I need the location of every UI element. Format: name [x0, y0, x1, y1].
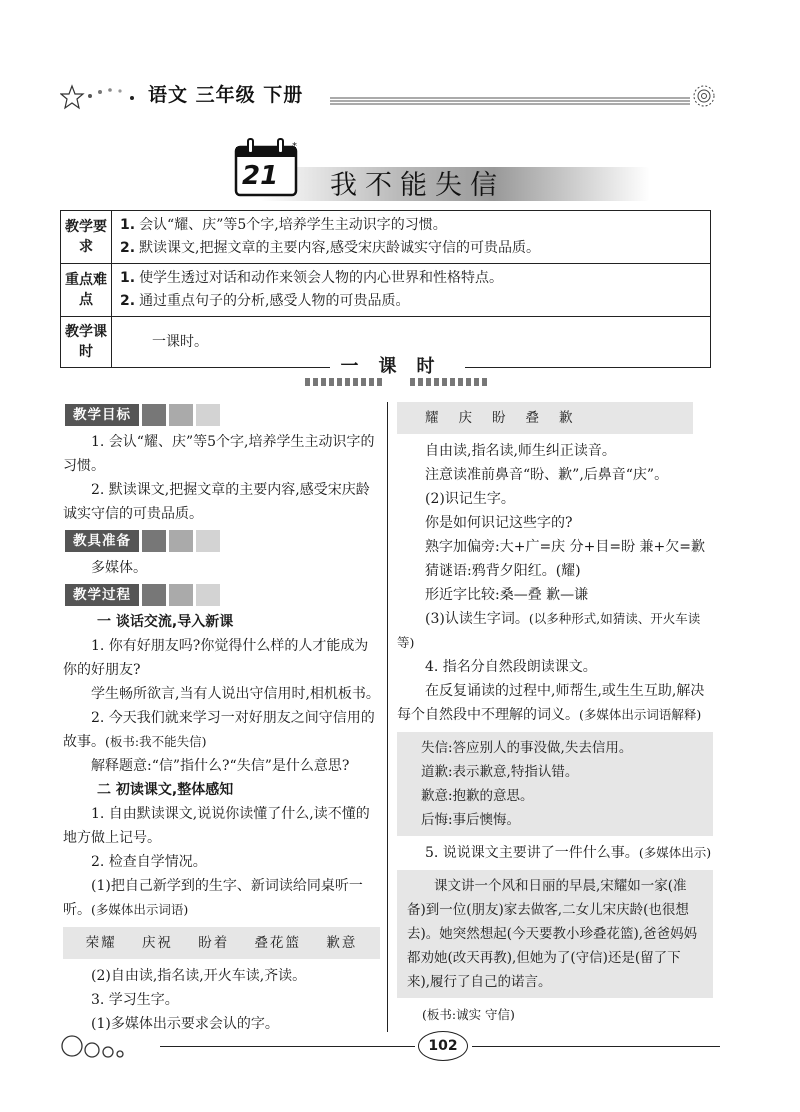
- spiral-icon: [692, 84, 716, 108]
- paragraph: 5. 说说课文主要讲了一件什么事。(多媒体出示): [425, 845, 712, 861]
- paragraph: 形近字比较:桑—叠 歉—谦: [425, 587, 589, 603]
- row-value: 1. 使学生透过对话和动作来领会人物的内心世界和性格特点。 2. 通过重点句子的分析,感受人物的可贵品质。: [112, 264, 711, 317]
- paragraph: 猜谜语:鸦背夕阳红。(耀): [425, 563, 581, 579]
- page-header: [60, 78, 720, 118]
- goal: 2. 默读课文,把握文章的主要内容,感受宋庆龄诚实守信的可贵品质。: [63, 482, 370, 522]
- paragraph: 2. 今天我们就来学习一对好朋友之间守信用的故事。(板书:我不能失信): [63, 710, 375, 750]
- circles-decoration-icon: [60, 1032, 150, 1062]
- paragraph: 2. 检查自学情况。: [91, 854, 207, 870]
- definition-box: 失信:答应别人的事没做,失去信用。 道歉:表示歉意,特指认错。 歉意:抱歉的意思。 后悔:事后懊悔。: [397, 732, 713, 836]
- stars-decoration-icon: [60, 82, 140, 112]
- paragraph: 1. 自由默读课文,说说你读懂了什么,读不懂的地方做上记号。: [63, 806, 370, 846]
- board-note: (板书:诚实 守信): [422, 1007, 515, 1022]
- lesson-banner: [200, 135, 715, 205]
- paragraph: 自由读,指名读,师生纠正读音。: [425, 443, 616, 459]
- svg-text:*: *: [292, 141, 297, 152]
- paragraph: 熟字加偏旁:大+广=庆 分+目=盼 兼+欠=歉: [425, 539, 705, 555]
- column-divider: [387, 402, 388, 1032]
- session-bar-right: [410, 378, 490, 386]
- row-key: 重点难点: [61, 264, 112, 317]
- row-value: 1. 会认“耀、庆”等5个字,培养学生主动识字的习惯。 2. 默读课文,把握文章的主要内容,感受宋庆龄诚实守信的可贵品质。: [112, 211, 711, 264]
- paragraph: 你是如何识记这些字的?: [425, 515, 573, 531]
- row-key: 教学课时: [61, 317, 112, 368]
- row-value: 一课时。: [112, 317, 711, 368]
- session-title: 一课时: [320, 352, 475, 392]
- paragraph: (1)把自己新学到的生字、新词读给同桌听一听。(多媒体出示词语): [63, 878, 363, 918]
- paragraph: 学生畅所欲言,当有人说出守信用时,相机板书。: [91, 686, 380, 702]
- page-footer: [60, 1028, 720, 1068]
- objectives-table: [60, 210, 711, 368]
- paragraph: 在反复诵读的过程中,师帮生,或生生互助,解决每个自然段中不理解的词义。(多媒体出示词语解释): [397, 683, 705, 723]
- left-column: [63, 400, 380, 1036]
- paragraph: 解释题意:“信”指什么?“失信”是什么意思?: [91, 758, 350, 774]
- paragraph: 1. 你有好朋友吗?你觉得什么样的人才能成为你的好朋友?: [63, 638, 369, 678]
- paragraph: 注意读准前鼻音“盼、歉”,后鼻音“庆”。: [425, 467, 669, 483]
- paragraph: (2)识记生字。: [425, 491, 515, 507]
- paragraph: 3. 学习生字。: [91, 992, 179, 1008]
- subheading: 二 初读课文,整体感知: [97, 782, 234, 798]
- char-box: 耀 庆 盼 叠 歉: [397, 402, 693, 434]
- word-box: 荣耀 庆祝 盼着 叠花篮 歉意: [63, 927, 380, 959]
- paragraph: (2)自由读,指名读,开火车读,齐读。: [91, 968, 307, 984]
- session-bar-left: [305, 378, 385, 386]
- subheading: 一 谈话交流,导入新课: [97, 614, 234, 630]
- lesson-title: 我不能失信: [330, 170, 505, 201]
- right-column: [397, 400, 713, 1027]
- goal: 1. 会认“耀、庆”等5个字,培养学生主动识字的习惯。: [63, 434, 375, 474]
- summary-box: 课文讲一个风和日丽的早晨,宋耀如一家(准备)到一位(朋友)家去做客,二女儿宋庆龄(也很想去)。她突然想起(今天要教小珍叠花篮),爸爸妈妈都劝她(改天再教),但她为了(守信)还是(留了下来),履行了自己的诺言。: [397, 870, 713, 998]
- section-tag: 教学目标: [65, 403, 380, 427]
- paragraph: 4. 指名分自然段朗读课文。: [425, 659, 597, 675]
- paragraph: (3)认读生字词。(以多种形式,如猜读、开火车读等): [397, 611, 701, 650]
- book-title: 语文 三年级 下册: [148, 84, 304, 106]
- page-number: 102: [418, 1031, 468, 1061]
- section-tag: 教具准备: [65, 529, 380, 553]
- section-tag: 教学过程: [65, 583, 380, 607]
- lesson-number: 21: [242, 161, 279, 191]
- row-key: 教学要求: [61, 211, 112, 264]
- tools-text: 多媒体。: [91, 560, 147, 576]
- footer-rule: [472, 1046, 720, 1047]
- header-rule: [330, 96, 690, 106]
- paragraph: (1)多媒体出示要求会认的字。: [91, 1016, 279, 1032]
- footer-rule: [160, 1046, 415, 1047]
